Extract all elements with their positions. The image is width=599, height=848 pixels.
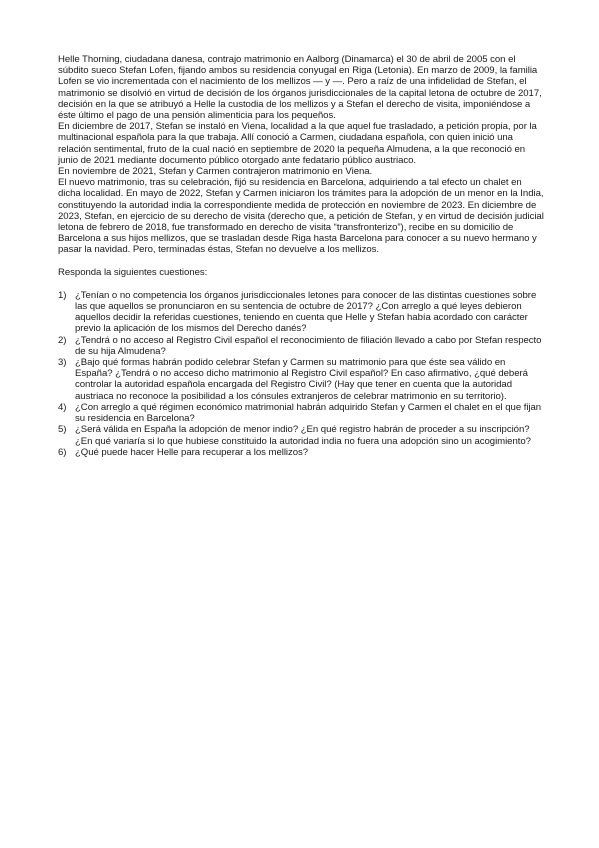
document-page xyxy=(58,54,544,458)
question-number: 6) xyxy=(58,446,67,458)
question-number: 4) xyxy=(58,401,67,413)
question-text: ¿Con arreglo a qué régimen económico matrimonial habrán adquirido Stefan y Carmen el chalet en el que fijan su residencia en Barcelona? xyxy=(75,401,542,425)
question-item xyxy=(58,357,544,402)
question-item xyxy=(58,424,544,446)
paragraph-3: En noviembre de 2021, Stefan y Carmen contrajeron matrimonio en Viena. xyxy=(58,166,373,178)
question-text: ¿Tenían o no competencia los órganos jurisdiccionales letones para conocer de las distintas cuestiones sobre las que aquellos se pronunciaron en su sentencia de octubre de 2017? ¿Con arreglo a qué leyes debieron aquellos decidir la referidas cuestiones, teniendo en cuenta que Helle y Stefan había acordado con carácter previo la aplicación de los mismos del Derecho danés? xyxy=(75,289,537,335)
question-item xyxy=(58,290,544,335)
questions-prompt: Responda la siguientes cuestiones: xyxy=(58,266,208,278)
question-number: 1) xyxy=(58,289,67,301)
question-text: ¿Bajo qué formas habrán podido celebrar Stefan y Carmen su matrimonio para que éste sea válido en España? ¿Tendrá o no acceso dicho matrimonio al Registro Civil español? En caso afirmativo, ¿qué deberá controlar la autoridad española encargada del Registro Civil? (Hay que tener en cuenta que la autoridad austriaca no reconoce la posibilidad a los cónsules extranjeros de celebrar matrimonio en su territorio). xyxy=(75,357,528,402)
question-text: ¿Qué puede hacer Helle para recuperar a los mellizos? xyxy=(75,446,309,458)
paragraph-1: Helle Thorning, ciudadana danesa, contrajo matrimonio en Aalborg (Dinamarca) el 30 de abril de 2005 con el súbdito sueco Stefan Lofen, fijando ambos su residencia conyugal en Riga (Letonia). En marzo de 2009, la familia Lofen se vio incrementada con el nacimiento de los mellizos — y —. Pero a raíz de una infidelidad de Stefan, el matrimonio se disolvió en virtud de decisión de los órganos jurisdiccionales de la capital letona de octubre de 2017, decisión en la que se atribuyó a Helle la custodia de los mellizos y a Stefan el derecho de visita, imponiéndose a éste último el pago de una pensión alimenticia para los pequeños. xyxy=(58,54,542,122)
question-item xyxy=(58,447,544,458)
paragraph-4: El nuevo matrimonio, tras su celebración, fijó su residencia en Barcelona, adquiriendo a tal efecto un chalet en dicha localidad. En mayo de 2022, Stefan y Carmen iniciaron los trámites para la adopción de un menor en la India, constituyendo la autoridad india la correspondiente medida de protección en noviembre de 2023. En diciembre de 2023, Stefan, en ejercicio de su derecho de visita (derecho que, a petición de Stefan, y en virtud de decisión judicial letona de febrero de 2018, fue transformado en derecho de visita “transfronterizo”), recibe en su domicilio de Barcelona a sus hijos mellizos, que se trasladan desde Riga hasta Barcelona para conocer a su nuevo hermano y pasar la navidad. Pero, terminadas éstas, Stefan no devuelve a los mellizos. xyxy=(58,177,544,256)
question-item xyxy=(58,402,544,424)
paragraph-2: En diciembre de 2017, Stefan se instaló en Viena, localidad a la que aquel fue trasladado, a petición propia, por la multinacional española para la que trabaja. Allí conoció a Carmen, ciudadana española, con quien inició una relación sentimental, fruto de la cual nació en septiembre de 2020 la pequeña Almudena, a la que reconoció en junio de 2021 mediante documento público otorgado ante fedatario público austriaco. xyxy=(58,121,537,166)
question-number: 3) xyxy=(58,357,67,369)
question-text: ¿Tendrá o no acceso al Registro Civil español el reconocimiento de filiación llevado a cabo por Stefan respecto de su hija Almudena? xyxy=(75,334,542,357)
question-number: 5) xyxy=(58,424,67,436)
question-number: 2) xyxy=(58,334,67,346)
question-text: ¿Será válida en España la adopción de menor indio? ¿En qué registro habrán de proceder a su inscripción? ¿En qué variaría si lo que hubiese constituido la autoridad india no fuera una adopción sino un acogimiento? xyxy=(75,424,531,447)
question-item xyxy=(58,335,544,357)
questions-list xyxy=(58,290,544,458)
case-statement xyxy=(58,54,544,256)
